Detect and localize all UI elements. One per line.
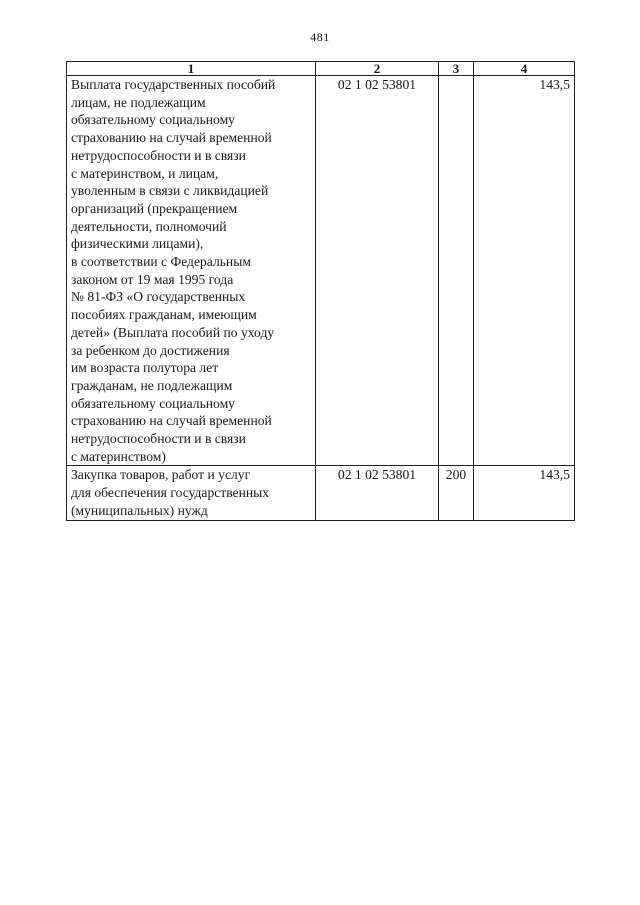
budget-table xyxy=(66,61,575,521)
page-number: 481 xyxy=(310,30,330,44)
row-code: 02 1 02 53801 xyxy=(316,466,439,520)
row-sum: 143,5 xyxy=(474,76,575,466)
row-code: 02 1 02 53801 xyxy=(316,76,439,466)
row-name: Выплата государственных пособий лицам, не подлежащим обязательному социальному страхованию на случай временной нетрудоспособности и в связи с материнством, и лицам, уволенным в связи с ликвидацией организаций (прекращением деятельности, полномочий физическими лицами), в соответствии с Федеральным законом от 19 мая 1995 года № 81-ФЗ «О государственных пособиях гражданам, имеющим детей» (Выплата пособий по уходу за ребенком до достижения им возраста полутора лет гражданам, не подлежащим обязательному социальному страхованию на случай временной нетрудоспособности и в связи с материнством) xyxy=(67,76,316,466)
header-col-2: 2 xyxy=(316,62,439,76)
header-col-1: 1 xyxy=(67,62,316,76)
row-name: Закупка товаров, работ и услуг для обеспечения государственных (муниципальных) нужд xyxy=(67,466,316,520)
table-row xyxy=(67,466,575,520)
row-type xyxy=(439,76,474,466)
row-sum: 143,5 xyxy=(474,466,575,520)
table-row xyxy=(67,76,575,466)
header-col-3: 3 xyxy=(439,62,474,76)
header-col-4: 4 xyxy=(474,62,575,76)
table-header-row xyxy=(67,62,575,76)
row-type: 200 xyxy=(439,466,474,520)
